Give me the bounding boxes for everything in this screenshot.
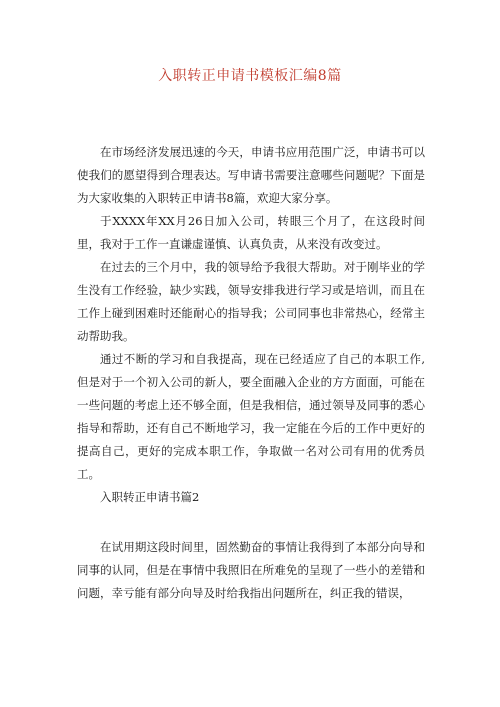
paragraph-intro: 在市场经济发展迅速的今天，申请书应用范围广泛，申请书可以使我们的愿望得到合理表达。写申请书需要注意哪些问题呢？下面是为大家收集的入职转正申请书8篇，欢迎大家分享。: [77, 145, 425, 205]
section-heading-2: 入职转正申请书篇2: [100, 490, 200, 504]
paragraph-probation: 在试用期这段时间里，固然勤奋的事情让我得到了本部分向导和同事的认同，但是在事情中我照旧在所难免的呈现了一些小的差错和问题，幸亏能有部分向导及时给我指出问题所在，纠正我的错误，: [77, 540, 425, 600]
paragraph-join-date: 于XXXX年XX月26日加入公司，转眼三个月了，在这段时间里，我对于工作一直谦虚谨慎、认真负责，从来没有改变过。: [77, 214, 425, 251]
paragraph-leader-help: 在过去的三个月中，我的领导给予我很大帮助。对于刚毕业的学生没有工作经验，缺少实践，领导安排我进行学习或是培训，而且在工作上碰到困难时还能耐心的指导我；公司同事也非常热心，经常主动帮助我。: [77, 260, 425, 343]
body-block-2: [77, 536, 425, 605]
document-title: 入职转正申请书模板汇编8篇: [158, 68, 342, 84]
paragraph-self-improvement: 通过不断的学习和自我提高，现在已经适应了自己的本职工作,但是对于一个初入公司的新人，要全面融入企业的方方面面，可能在一些问题的考虑上还不够全面，但是我相信，通过领导及同事的悉心指导和帮助，还有自己不断地学习，我一定能在今后的工作中更好的提高自己，更好的完成本职工作，争取做一名对公司有用的优秀员工。: [77, 352, 425, 481]
body-block-1: [77, 141, 425, 509]
